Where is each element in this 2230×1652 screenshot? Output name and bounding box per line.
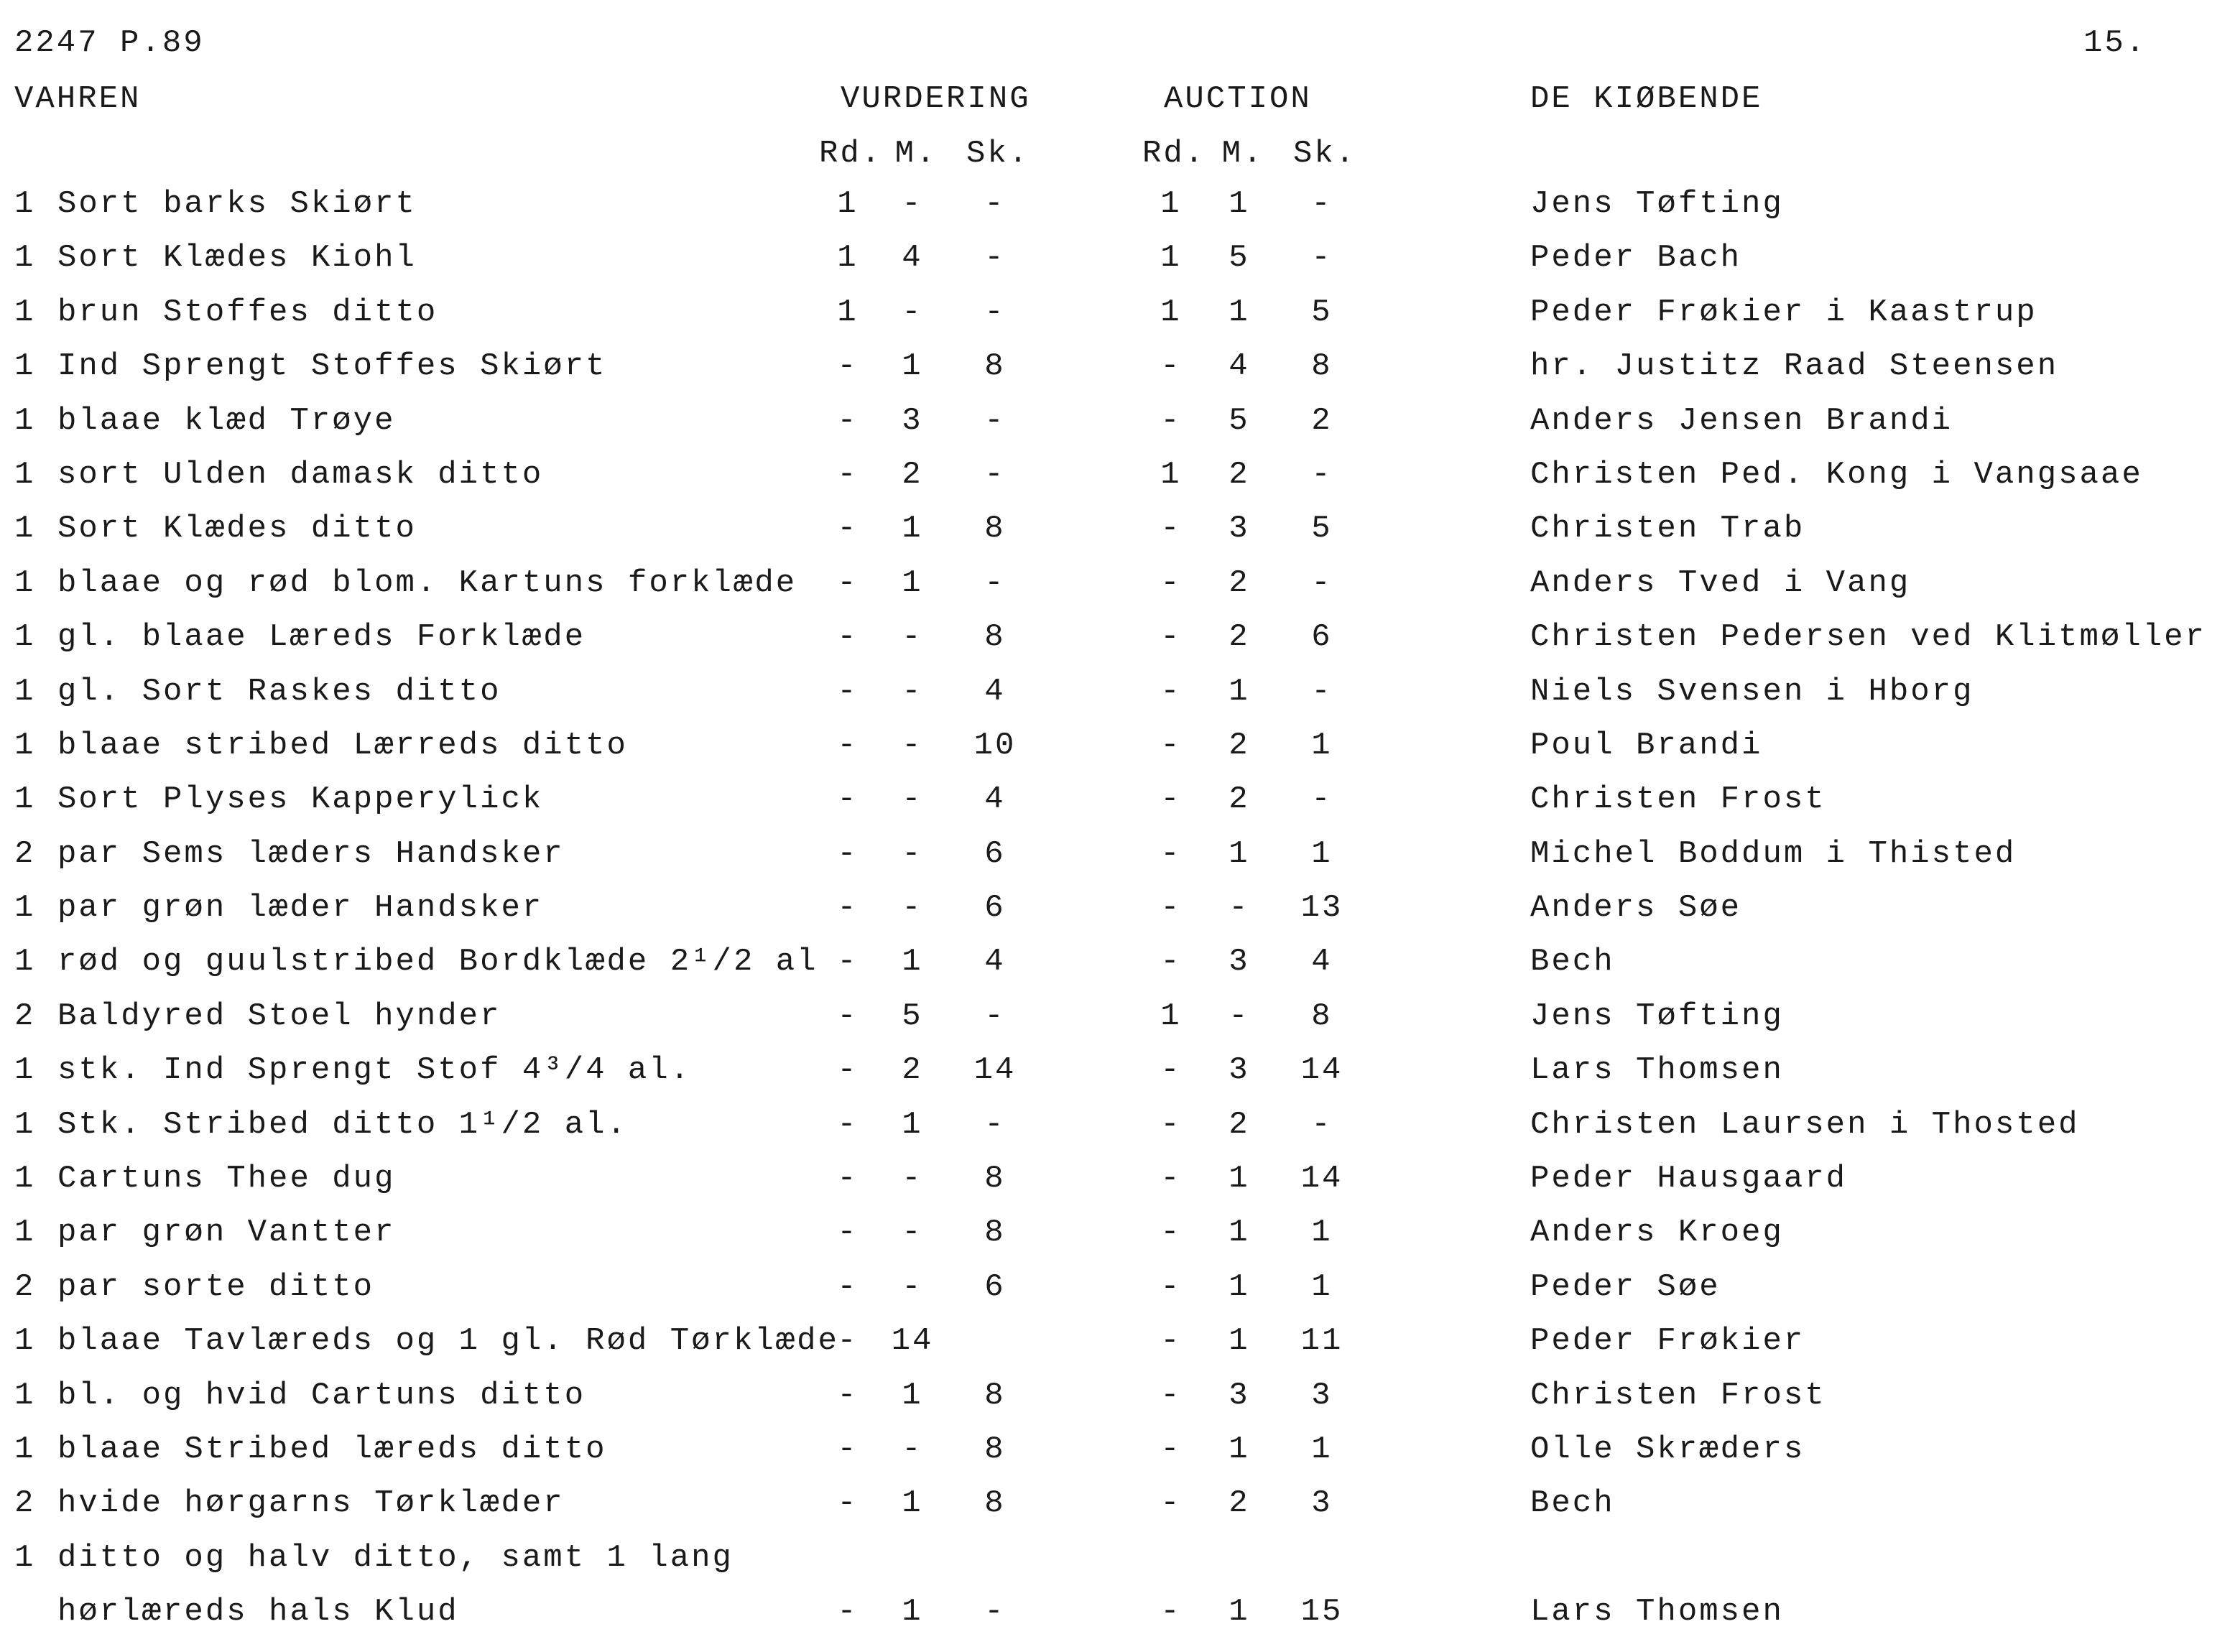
item-description: bl. og hvid Cartuns ditto	[57, 1377, 586, 1414]
buyer-name: Anders Søe	[1530, 890, 1742, 927]
valuation-rd: -	[837, 1161, 859, 1197]
valuation-m: 1	[902, 1594, 923, 1630]
valuation-sk: 10	[973, 727, 1017, 764]
auction-m: 2	[1229, 727, 1250, 764]
auction-m: 2	[1229, 565, 1250, 601]
auction-m: 1	[1229, 294, 1250, 330]
inventory-row	[0, 673, 2230, 730]
buyer-name: Niels Svensen i Hborg	[1530, 673, 1974, 710]
auction-rd: -	[1160, 1106, 1182, 1143]
auction-sk: 13	[1300, 890, 1343, 927]
valuation-m: 1	[902, 511, 923, 547]
auction-rd: 1	[1160, 186, 1182, 222]
valuation-sk: 8	[984, 1161, 1006, 1197]
buyer-name: Peder Frøkier	[1530, 1323, 1805, 1360]
auction-m: 1	[1229, 835, 1250, 872]
auction-sk: 4	[1311, 944, 1333, 980]
auction-rd: -	[1160, 781, 1182, 818]
item-description: Cartuns Thee dug	[57, 1161, 396, 1197]
auction-rd: -	[1160, 727, 1182, 764]
auction-sk: 15	[1300, 1594, 1343, 1630]
auction-m: -	[1229, 890, 1250, 927]
valuation-rd: -	[837, 1377, 859, 1414]
subheader-vurdering-sk: Sk.	[966, 136, 1030, 172]
inventory-row	[0, 892, 2230, 946]
item-quantity: 2	[14, 1268, 36, 1305]
item-description: par sorte ditto	[57, 1268, 375, 1305]
buyer-name: Christen Frost	[1530, 781, 1826, 818]
auction-sk: 8	[1311, 998, 1333, 1034]
buyer-name: Bech	[1530, 1485, 1615, 1522]
valuation-rd: -	[837, 456, 859, 493]
valuation-rd: -	[837, 1485, 859, 1522]
item-quantity: 2	[14, 998, 36, 1034]
buyer-name: Peder Hausgaard	[1530, 1161, 1848, 1197]
auction-m: 1	[1229, 1323, 1250, 1360]
valuation-m: 1	[902, 565, 923, 601]
inventory-row	[0, 946, 2230, 1000]
valuation-m: 5	[902, 998, 923, 1034]
inventory-row	[0, 1431, 2230, 1488]
valuation-sk: -	[984, 240, 1006, 277]
auction-m: 2	[1229, 456, 1250, 493]
valuation-rd: -	[837, 619, 859, 656]
auction-sk: -	[1311, 456, 1333, 493]
buyer-name: Bech	[1530, 944, 1615, 980]
auction-sk: 14	[1300, 1161, 1343, 1197]
auction-m: 1	[1229, 1431, 1250, 1467]
valuation-sk: 4	[984, 781, 1006, 818]
column-header-vahren: VAHREN	[14, 81, 142, 117]
valuation-m: -	[902, 1161, 923, 1197]
buyer-name: Michel Boddum i Thisted	[1530, 835, 2017, 872]
auction-sk: 1	[1311, 835, 1333, 872]
item-quantity: 1	[14, 402, 36, 439]
item-quantity: 1	[14, 348, 36, 385]
auction-m: -	[1229, 998, 1250, 1034]
subheader-vurdering-rd: Rd.	[819, 136, 883, 172]
auction-rd: -	[1160, 619, 1182, 656]
item-quantity: 1	[14, 565, 36, 601]
item-description: brun Stoffes ditto	[57, 294, 438, 330]
auction-m: 1	[1229, 1268, 1250, 1305]
auction-m: 3	[1229, 944, 1250, 980]
auction-sk: 1	[1311, 1268, 1333, 1305]
item-quantity: 1	[14, 1215, 36, 1251]
item-description: blaae Tavlæreds og 1 gl. Rød Tørklæde	[57, 1323, 839, 1360]
buyer-name: Jens Tøfting	[1530, 998, 1784, 1034]
inventory-row	[0, 1325, 2230, 1379]
auction-rd: -	[1160, 1377, 1182, 1414]
auction-rd: -	[1160, 1485, 1182, 1522]
auction-m: 1	[1229, 1594, 1250, 1630]
page-number: 15.	[2083, 25, 2147, 61]
auction-sk: -	[1311, 565, 1333, 601]
auction-m: 5	[1229, 240, 1250, 277]
auction-rd: -	[1160, 1323, 1182, 1360]
item-quantity: 1	[14, 1323, 36, 1360]
inventory-row	[0, 1485, 2230, 1541]
subheader-vurdering-m: M.	[894, 136, 938, 172]
item-quantity: 1	[14, 944, 36, 980]
auction-sk: 3	[1311, 1485, 1333, 1522]
buyer-name: Olle Skræders	[1530, 1431, 1805, 1467]
item-quantity: 1	[14, 1377, 36, 1414]
buyer-name: Christen Frost	[1530, 1377, 1826, 1414]
inventory-row	[0, 1163, 2230, 1217]
item-description: Stk. Stribed ditto 1¹/2 al.	[57, 1106, 628, 1143]
auction-rd: 1	[1160, 240, 1182, 277]
item-quantity: 1	[14, 240, 36, 277]
buyer-name: Anders Kroeg	[1530, 1215, 1784, 1251]
inventory-row	[0, 1268, 2230, 1325]
item-quantity: 1	[14, 673, 36, 710]
valuation-sk: -	[984, 1106, 1006, 1143]
subheader-auction-sk: Sk.	[1293, 136, 1357, 172]
auction-m: 4	[1229, 348, 1250, 385]
auction-sk: 8	[1311, 348, 1333, 385]
item-quantity: 1	[14, 1161, 36, 1197]
valuation-sk: -	[984, 998, 1006, 1034]
valuation-sk: 8	[984, 511, 1006, 547]
valuation-sk: -	[984, 456, 1006, 493]
auction-sk: 14	[1300, 1052, 1343, 1089]
valuation-sk: 8	[984, 1215, 1006, 1251]
buyer-name: Poul Brandi	[1530, 727, 1763, 764]
item-description: Baldyred Stoel hynder	[57, 998, 501, 1034]
item-description: gl. blaae Læreds Forklæde	[57, 619, 586, 656]
column-header-auction: AUCTION	[1164, 81, 1312, 117]
inventory-row	[0, 1596, 2230, 1650]
auction-sk: 5	[1311, 511, 1333, 547]
valuation-rd: -	[837, 1106, 859, 1143]
valuation-sk: 8	[984, 348, 1006, 385]
auction-rd: -	[1160, 1215, 1182, 1251]
valuation-sk: 8	[984, 1485, 1006, 1522]
valuation-rd: -	[837, 1052, 859, 1089]
auction-m: 2	[1229, 1106, 1250, 1143]
inventory-row	[0, 567, 2230, 621]
valuation-m: -	[902, 781, 923, 818]
buyer-name: Peder Frøkier i Kaastrup	[1530, 294, 2037, 330]
valuation-sk: 6	[984, 890, 1006, 927]
valuation-rd: -	[837, 890, 859, 927]
valuation-sk: 8	[984, 619, 1006, 656]
valuation-m: -	[902, 890, 923, 927]
auction-sk: 6	[1311, 619, 1333, 656]
buyer-name: Christen Pedersen ved Klitmøller	[1530, 619, 2206, 656]
inventory-row	[0, 513, 2230, 567]
valuation-rd: -	[837, 673, 859, 710]
auction-m: 3	[1229, 511, 1250, 547]
auction-m: 1	[1229, 1161, 1250, 1197]
valuation-rd: -	[837, 1431, 859, 1467]
auction-sk: 1	[1311, 727, 1333, 764]
auction-rd: -	[1160, 511, 1182, 547]
inventory-row	[0, 1217, 2230, 1271]
auction-rd: -	[1160, 673, 1182, 710]
valuation-rd: -	[837, 348, 859, 385]
item-quantity: 1	[14, 511, 36, 547]
item-description: stk. Ind Sprengt Stof 4³/4 al.	[57, 1052, 692, 1089]
inventory-row	[0, 727, 2230, 784]
valuation-rd: -	[837, 1215, 859, 1251]
auction-sk: 3	[1311, 1377, 1333, 1414]
column-header-vurdering: VURDERING	[841, 81, 1031, 117]
item-description: hørlæreds hals Klud	[57, 1594, 459, 1630]
valuation-m: 4	[902, 240, 923, 277]
valuation-m: 1	[902, 944, 923, 980]
item-quantity: 1	[14, 1539, 36, 1576]
valuation-m: 3	[902, 402, 923, 439]
valuation-sk: -	[984, 402, 1006, 439]
auction-rd: -	[1160, 1052, 1182, 1089]
subheader-auction-rd: Rd.	[1142, 136, 1206, 172]
auction-m: 2	[1229, 1485, 1250, 1522]
valuation-rd: -	[837, 1268, 859, 1305]
item-description: Sort Klædes Kiohl	[57, 240, 417, 277]
item-quantity: 1	[14, 1106, 36, 1143]
buyer-name: Christen Trab	[1530, 511, 1805, 547]
item-description: blaae Stribed læreds ditto	[57, 1431, 607, 1467]
valuation-sk: 8	[984, 1431, 1006, 1467]
auction-rd: -	[1160, 890, 1182, 927]
document-reference: 2247 P.89	[14, 25, 205, 61]
auction-rd: -	[1160, 1431, 1182, 1467]
valuation-rd: -	[837, 402, 859, 439]
item-quantity: 1	[14, 294, 36, 330]
buyer-name: Jens Tøfting	[1530, 186, 1784, 222]
inventory-row	[0, 1377, 2230, 1434]
valuation-rd: 1	[837, 240, 859, 277]
item-description: blaae og rød blom. Kartuns forklæde	[57, 565, 797, 601]
auction-rd: -	[1160, 348, 1182, 385]
auction-m: 1	[1229, 1215, 1250, 1251]
auction-sk: -	[1311, 673, 1333, 710]
valuation-rd: -	[837, 944, 859, 980]
inventory-row	[0, 348, 2230, 404]
buyer-name: Lars Thomsen	[1530, 1594, 1784, 1630]
auction-m: 3	[1229, 1052, 1250, 1089]
buyer-name: Peder Bach	[1530, 240, 1742, 277]
auction-rd: -	[1160, 1594, 1182, 1630]
auction-sk: -	[1311, 781, 1333, 818]
buyer-name: Christen Ped. Kong i Vangsaae	[1530, 456, 2143, 493]
item-description: sort Ulden damask ditto	[57, 456, 544, 493]
valuation-m: -	[902, 727, 923, 764]
item-description: hvide hørgarns Tørklæder	[57, 1485, 565, 1522]
item-description: Sort Klædes ditto	[57, 511, 417, 547]
inventory-row	[0, 242, 2230, 296]
item-quantity: 1	[14, 1052, 36, 1089]
buyer-name: Anders Jensen Brandi	[1530, 402, 1953, 439]
valuation-sk: -	[984, 565, 1006, 601]
auction-m: 2	[1229, 619, 1250, 656]
auction-m: 5	[1229, 402, 1250, 439]
inventory-row	[0, 835, 2230, 892]
valuation-m: 1	[902, 1377, 923, 1414]
auction-m: 3	[1229, 1377, 1250, 1414]
valuation-rd: 1	[837, 186, 859, 222]
valuation-m: -	[902, 835, 923, 872]
inventory-list	[0, 188, 2230, 1651]
valuation-sk: 4	[984, 673, 1006, 710]
item-description: Sort barks Skiørt	[57, 186, 417, 222]
item-quantity: 1	[14, 890, 36, 927]
auction-sk: -	[1311, 1106, 1333, 1143]
buyer-name: Christen Laursen i Thosted	[1530, 1106, 2080, 1143]
valuation-sk: 14	[973, 1052, 1017, 1089]
item-quantity: 1	[14, 727, 36, 764]
valuation-m: 2	[902, 456, 923, 493]
item-quantity: 1	[14, 186, 36, 222]
inventory-row	[0, 1054, 2230, 1108]
inventory-row	[0, 1106, 2230, 1163]
inventory-row	[0, 781, 2230, 837]
item-description: Sort Plyses Kapperylick	[57, 781, 544, 818]
auction-rd: 1	[1160, 998, 1182, 1034]
valuation-rd: -	[837, 565, 859, 601]
valuation-rd: 1	[837, 294, 859, 330]
item-description: par grøn læder Handsker	[57, 890, 544, 927]
auction-rd: -	[1160, 835, 1182, 872]
valuation-m: -	[902, 294, 923, 330]
auction-rd: -	[1160, 565, 1182, 601]
valuation-m: -	[902, 619, 923, 656]
item-quantity: 1	[14, 619, 36, 656]
auction-m: 1	[1229, 673, 1250, 710]
item-description: blaae stribed Lærreds ditto	[57, 727, 628, 764]
valuation-m: 1	[902, 348, 923, 385]
inventory-row	[0, 402, 2230, 459]
auction-rd: -	[1160, 402, 1182, 439]
item-description: par grøn Vantter	[57, 1215, 396, 1251]
inventory-row	[0, 1539, 2230, 1596]
valuation-rd: -	[837, 781, 859, 818]
inventory-row	[0, 188, 2230, 242]
buyer-name: Anders Tved i Vang	[1530, 565, 1911, 601]
column-header-kjobende: DE KIØBENDE	[1530, 81, 1763, 117]
auction-sk: 5	[1311, 294, 1333, 330]
valuation-m: 14	[891, 1323, 934, 1360]
valuation-m: -	[902, 1268, 923, 1305]
valuation-m: 1	[902, 1485, 923, 1522]
item-quantity: 2	[14, 835, 36, 872]
valuation-m: 1	[902, 1106, 923, 1143]
auction-sk: 1	[1311, 1215, 1333, 1251]
valuation-m: 2	[902, 1052, 923, 1089]
inventory-row	[0, 621, 2230, 675]
auction-sk: 1	[1311, 1431, 1333, 1467]
valuation-rd: -	[837, 727, 859, 764]
item-quantity: 1	[14, 1431, 36, 1467]
auction-rd: 1	[1160, 456, 1182, 493]
valuation-sk: 8	[984, 1377, 1006, 1414]
valuation-sk: 6	[984, 1268, 1006, 1305]
valuation-rd: -	[837, 998, 859, 1034]
valuation-m: -	[902, 673, 923, 710]
buyer-name: Lars Thomsen	[1530, 1052, 1784, 1089]
item-description: par Sems læders Handsker	[57, 835, 565, 872]
item-description: rød og guulstribed Bordklæde 2¹/2 al	[57, 944, 818, 980]
auction-rd: -	[1160, 944, 1182, 980]
auction-sk: -	[1311, 240, 1333, 277]
auction-sk: -	[1311, 186, 1333, 222]
auction-sk: 2	[1311, 402, 1333, 439]
valuation-m: -	[902, 1215, 923, 1251]
valuation-rd: -	[837, 835, 859, 872]
valuation-sk: -	[984, 1594, 1006, 1630]
valuation-sk: -	[984, 294, 1006, 330]
item-description: ditto og halv ditto, samt 1 lang	[57, 1539, 734, 1576]
subheader-auction-m: M.	[1221, 136, 1264, 172]
item-quantity: 1	[14, 781, 36, 818]
auction-rd: -	[1160, 1161, 1182, 1197]
item-description: Ind Sprengt Stoffes Skiørt	[57, 348, 607, 385]
auction-m: 2	[1229, 781, 1250, 818]
valuation-m: -	[902, 186, 923, 222]
valuation-sk: 6	[984, 835, 1006, 872]
valuation-rd: -	[837, 1594, 859, 1630]
valuation-m: -	[902, 1431, 923, 1467]
auction-rd: 1	[1160, 294, 1182, 330]
buyer-name: Peder Søe	[1530, 1268, 1721, 1305]
auction-m: 1	[1229, 186, 1250, 222]
valuation-rd: -	[837, 1323, 859, 1360]
item-quantity: 2	[14, 1485, 36, 1522]
valuation-sk: 4	[984, 944, 1006, 980]
valuation-sk: -	[984, 186, 1006, 222]
buyer-name: hr. Justitz Raad Steensen	[1530, 348, 2059, 385]
inventory-row	[0, 294, 2230, 351]
inventory-row	[0, 456, 2230, 513]
item-description: blaae klæd Trøye	[57, 402, 396, 439]
valuation-rd: -	[837, 511, 859, 547]
item-quantity: 1	[14, 456, 36, 493]
auction-sk: 11	[1300, 1323, 1343, 1360]
item-description: gl. Sort Raskes ditto	[57, 673, 501, 710]
inventory-row	[0, 998, 2230, 1054]
auction-rd: -	[1160, 1268, 1182, 1305]
